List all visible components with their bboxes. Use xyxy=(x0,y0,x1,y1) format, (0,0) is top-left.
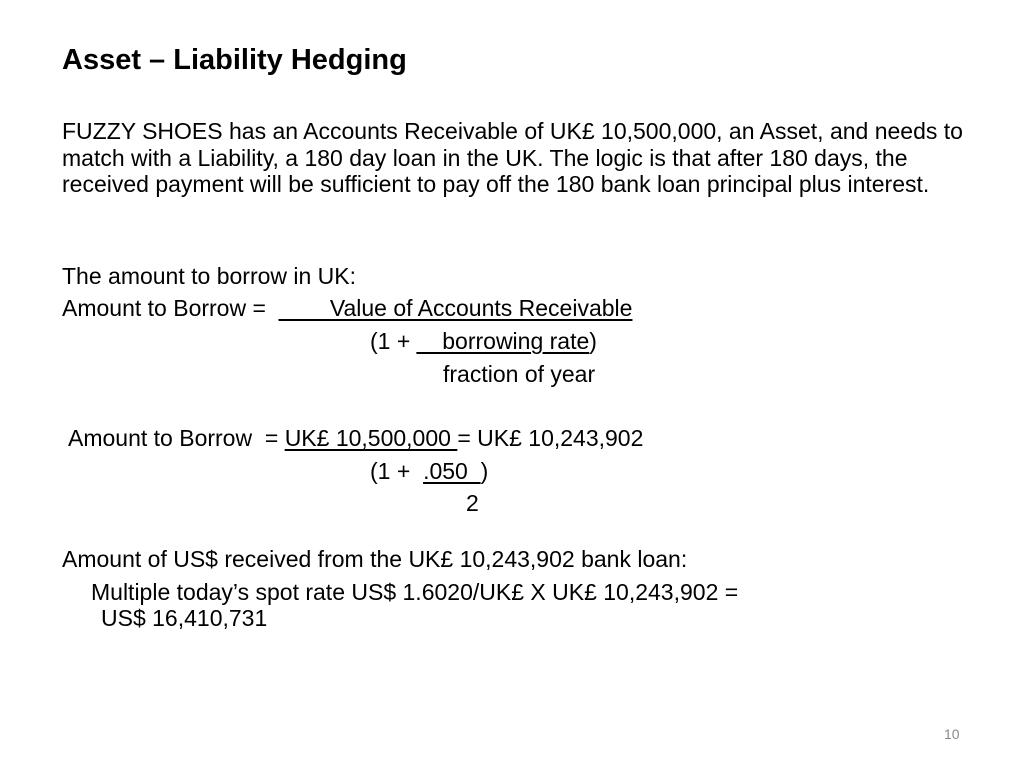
usd-line-2: US$ 16,410,731 xyxy=(101,605,268,631)
formula-denominator xyxy=(370,330,597,353)
intro-paragraph: FUZZY SHOES has an Accounts Receivable of UK£ 10,500,000, an Asset, and needs to match with a Liability, a 180 day loan in the UK. The logic is that after 180 days, the received payment will be sufficient to pay off the 180 bank loan principal plus interest. xyxy=(62,118,963,197)
usd-line-1: Multiple today’s spot rate US$ 1.6020/UK£ X UK£ 10,243,902 = xyxy=(91,579,739,605)
calc-denom-rate: .050 xyxy=(423,458,481,484)
formula-row xyxy=(62,297,632,320)
formula-denom-rate: __borrowing rate xyxy=(416,328,590,354)
calc-denom-prefix: (1 + xyxy=(370,458,424,484)
formula-denom-suffix: ) xyxy=(589,328,597,354)
formula-fraction-of-year: fraction of year xyxy=(443,361,596,387)
formula-numerator: ____Value of Accounts Receivable xyxy=(278,295,633,321)
calc-divisor: 2 xyxy=(466,490,479,516)
calc-numerator: UK£ 10,500,000 xyxy=(284,425,458,451)
page-number: 10 xyxy=(944,726,960,742)
calc-lhs: Amount to Borrow = xyxy=(68,425,285,451)
usd-heading: Amount of US$ received from the UK£ 10,243,902 bank loan: xyxy=(62,546,688,572)
calc-denom-suffix: ) xyxy=(480,458,489,484)
borrow-heading: The amount to borrow in UK: xyxy=(62,263,357,289)
formula-lhs: Amount to Borrow = xyxy=(62,295,279,321)
calc-row xyxy=(68,427,643,450)
calc-denominator xyxy=(370,460,488,483)
formula-denom-prefix: (1 + xyxy=(370,328,417,354)
slide-title: Asset – Liability Hedging xyxy=(62,44,407,76)
calc-result: = UK£ 10,243,902 xyxy=(457,425,644,451)
